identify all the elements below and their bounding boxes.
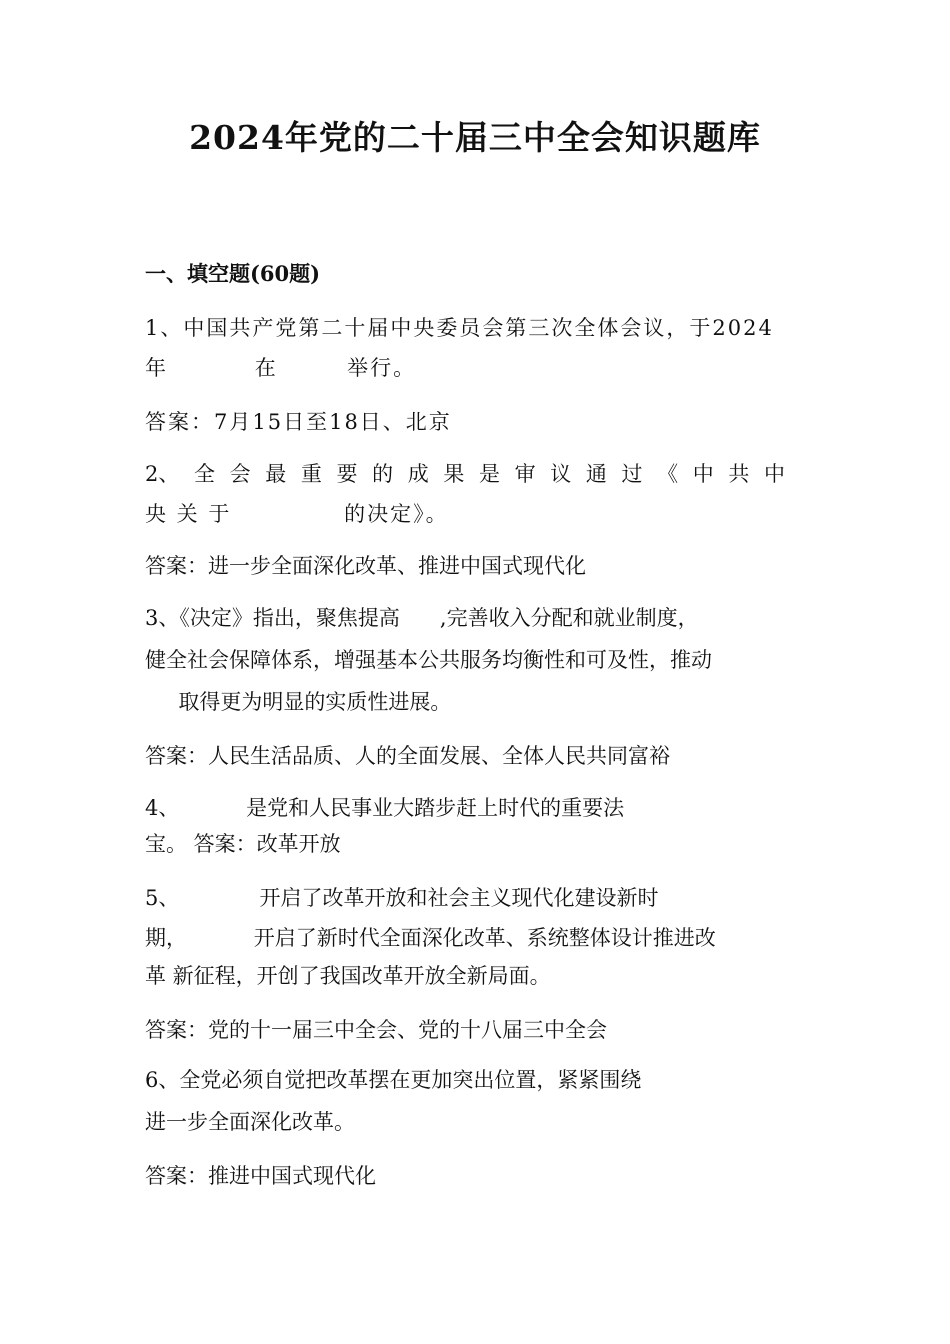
answer-1: 答案：7月15日至18日、北京	[145, 410, 452, 434]
q2-char: 最	[265, 462, 287, 486]
question-3-line-1: 3、《决定》指出，聚焦提高 ,完善收入分配和就业制度，	[145, 606, 699, 630]
question-3-line-2: 健全社会保障体系，增强基本公共服务均衡性和可及性，推动	[145, 648, 712, 672]
answer-6: 答案：推进中国式现代化	[145, 1164, 376, 1188]
question-5-line-2: 期， 开启了新时代全面深化改革、系统整体设计推进改	[145, 926, 716, 950]
question-6-line-2: 进一步全面深化改革。	[145, 1110, 355, 1134]
q2-char: 中	[692, 462, 714, 486]
q2-char: 通	[585, 462, 607, 486]
q2-char: 要	[336, 462, 358, 486]
question-6-line-1: 6、全党必须自觉把改革摆在更加突出位置，紧紧围绕	[145, 1068, 642, 1092]
section-heading: 一、填空题(60题)	[145, 261, 321, 286]
question-2-line-2: 央 关 于 的决定》。	[145, 502, 449, 526]
q2-char: 果	[443, 462, 465, 486]
answer-5: 答案：党的十一届三中全会、党的十八届三中全会	[145, 1018, 607, 1042]
q2-char: 审	[514, 462, 536, 486]
q2-char: 重	[300, 462, 322, 486]
q2-char: 《	[657, 462, 679, 486]
question-4-line-2: 宝。 答案：改革开放	[145, 832, 341, 856]
q2-char: 成	[407, 462, 429, 486]
question-1-line-2: 年 在 举行。	[145, 356, 417, 380]
question-4-line-1: 4、 是党和人民事业大踏步赶上时代的重要法	[145, 796, 625, 820]
q2-char: 是	[479, 462, 500, 486]
q2-char: 会	[229, 462, 251, 486]
q2-char: 的	[372, 462, 394, 486]
question-3-line-3: 取得更为明显的实质性进展。	[145, 690, 452, 714]
q2-char: 议	[550, 462, 572, 486]
q2-char: 共	[728, 462, 750, 486]
question-2-line-1	[145, 458, 785, 488]
q2-char: 过	[621, 462, 643, 486]
question-1-line-1: 1、中国共产党第二十届中央委员会第三次全体会议，于2024	[145, 316, 774, 340]
q2-char: 中	[764, 462, 785, 486]
answer-2: 答案：进一步全面深化改革、推进中国式现代化	[145, 554, 586, 578]
answer-3: 答案：人民生活品质、人的全面发展、全体人民共同富裕	[145, 744, 670, 768]
q2-char: 全	[194, 462, 215, 486]
question-5-line-3: 革 新征程，开创了我国改革开放全新局面。	[145, 964, 551, 988]
question-5-line-1: 5、 开启了改革开放和社会主义现代化建设新时	[145, 886, 659, 910]
q2-char: 2、	[145, 462, 180, 486]
document-title: 2024年党的二十届三中全会知识题库	[189, 118, 761, 157]
